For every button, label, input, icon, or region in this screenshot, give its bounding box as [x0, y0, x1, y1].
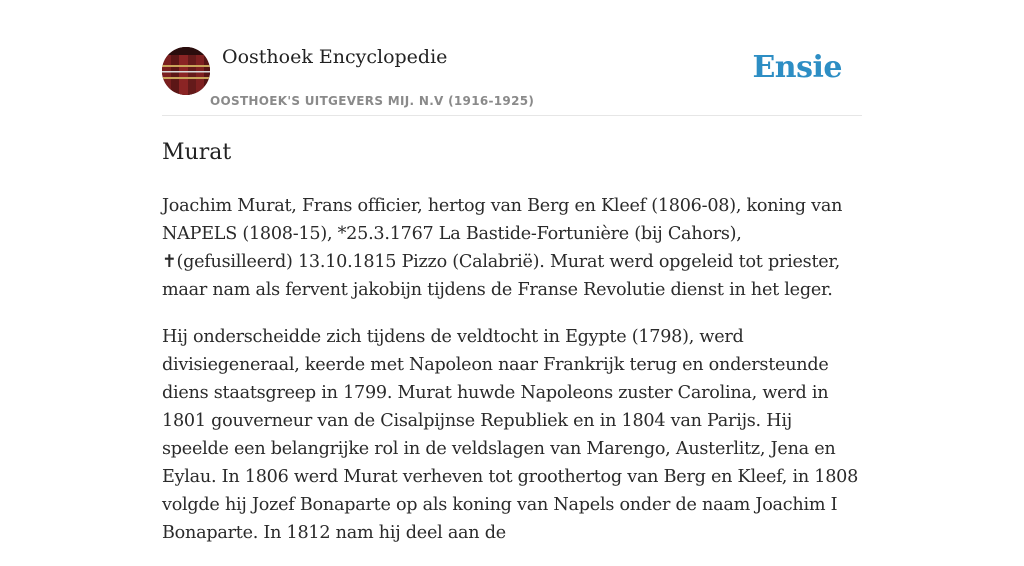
source-header — [162, 0, 862, 116]
source-title[interactable]: Oosthoek Encyclopedie — [222, 46, 448, 68]
article-body — [162, 192, 862, 566]
source-subtitle: OOSTHOEK'S UITGEVERS MIJ. N.V (1916-1925) — [210, 94, 535, 108]
article-paragraph: Joachim Murat, Frans officier, hertog van Berg en Kleef (1806-08), koning van NAPELS (1808-15), *25.3.1767 La Bastide-Fortunière (bij Cahors), ✝(gefusilleerd) 13.10.1815 Pizzo (Calabrië). Murat werd opgeleid tot priester, maar nam als fervent jakobijn tijdens de Franse Revolutie dienst in het leger. — [162, 196, 843, 300]
article-paragraph: Hij onderscheidde zich tijdens de veldtocht in Egypte (1798), werd divisiegeneraal, keerde met Napoleon naar Frankrijk terug en ondersteunde diens staatsgreep in 1799. Murat huwde Napoleons zuster Carolina, werd in 1801 gouverneur van de Cisalpijnse Republiek en in 1804 van Parijs. Hij speelde een belangrijke rol in de veldslagen van Marengo, Austerlitz, Jena en Eylau. In 1806 werd Murat verheven tot groothertog van Berg en Kleef, in 1808 volgde hij Jozef Bonaparte op als koning van Napels onder de naam Joachim I Bonaparte. In 1812 nam hij deel aan de — [162, 327, 859, 543]
book-spines-icon[interactable] — [162, 47, 210, 95]
ensie-logo-link[interactable]: Ensie — [752, 50, 842, 85]
page-container — [162, 0, 862, 543]
article-title: Murat — [162, 140, 232, 165]
